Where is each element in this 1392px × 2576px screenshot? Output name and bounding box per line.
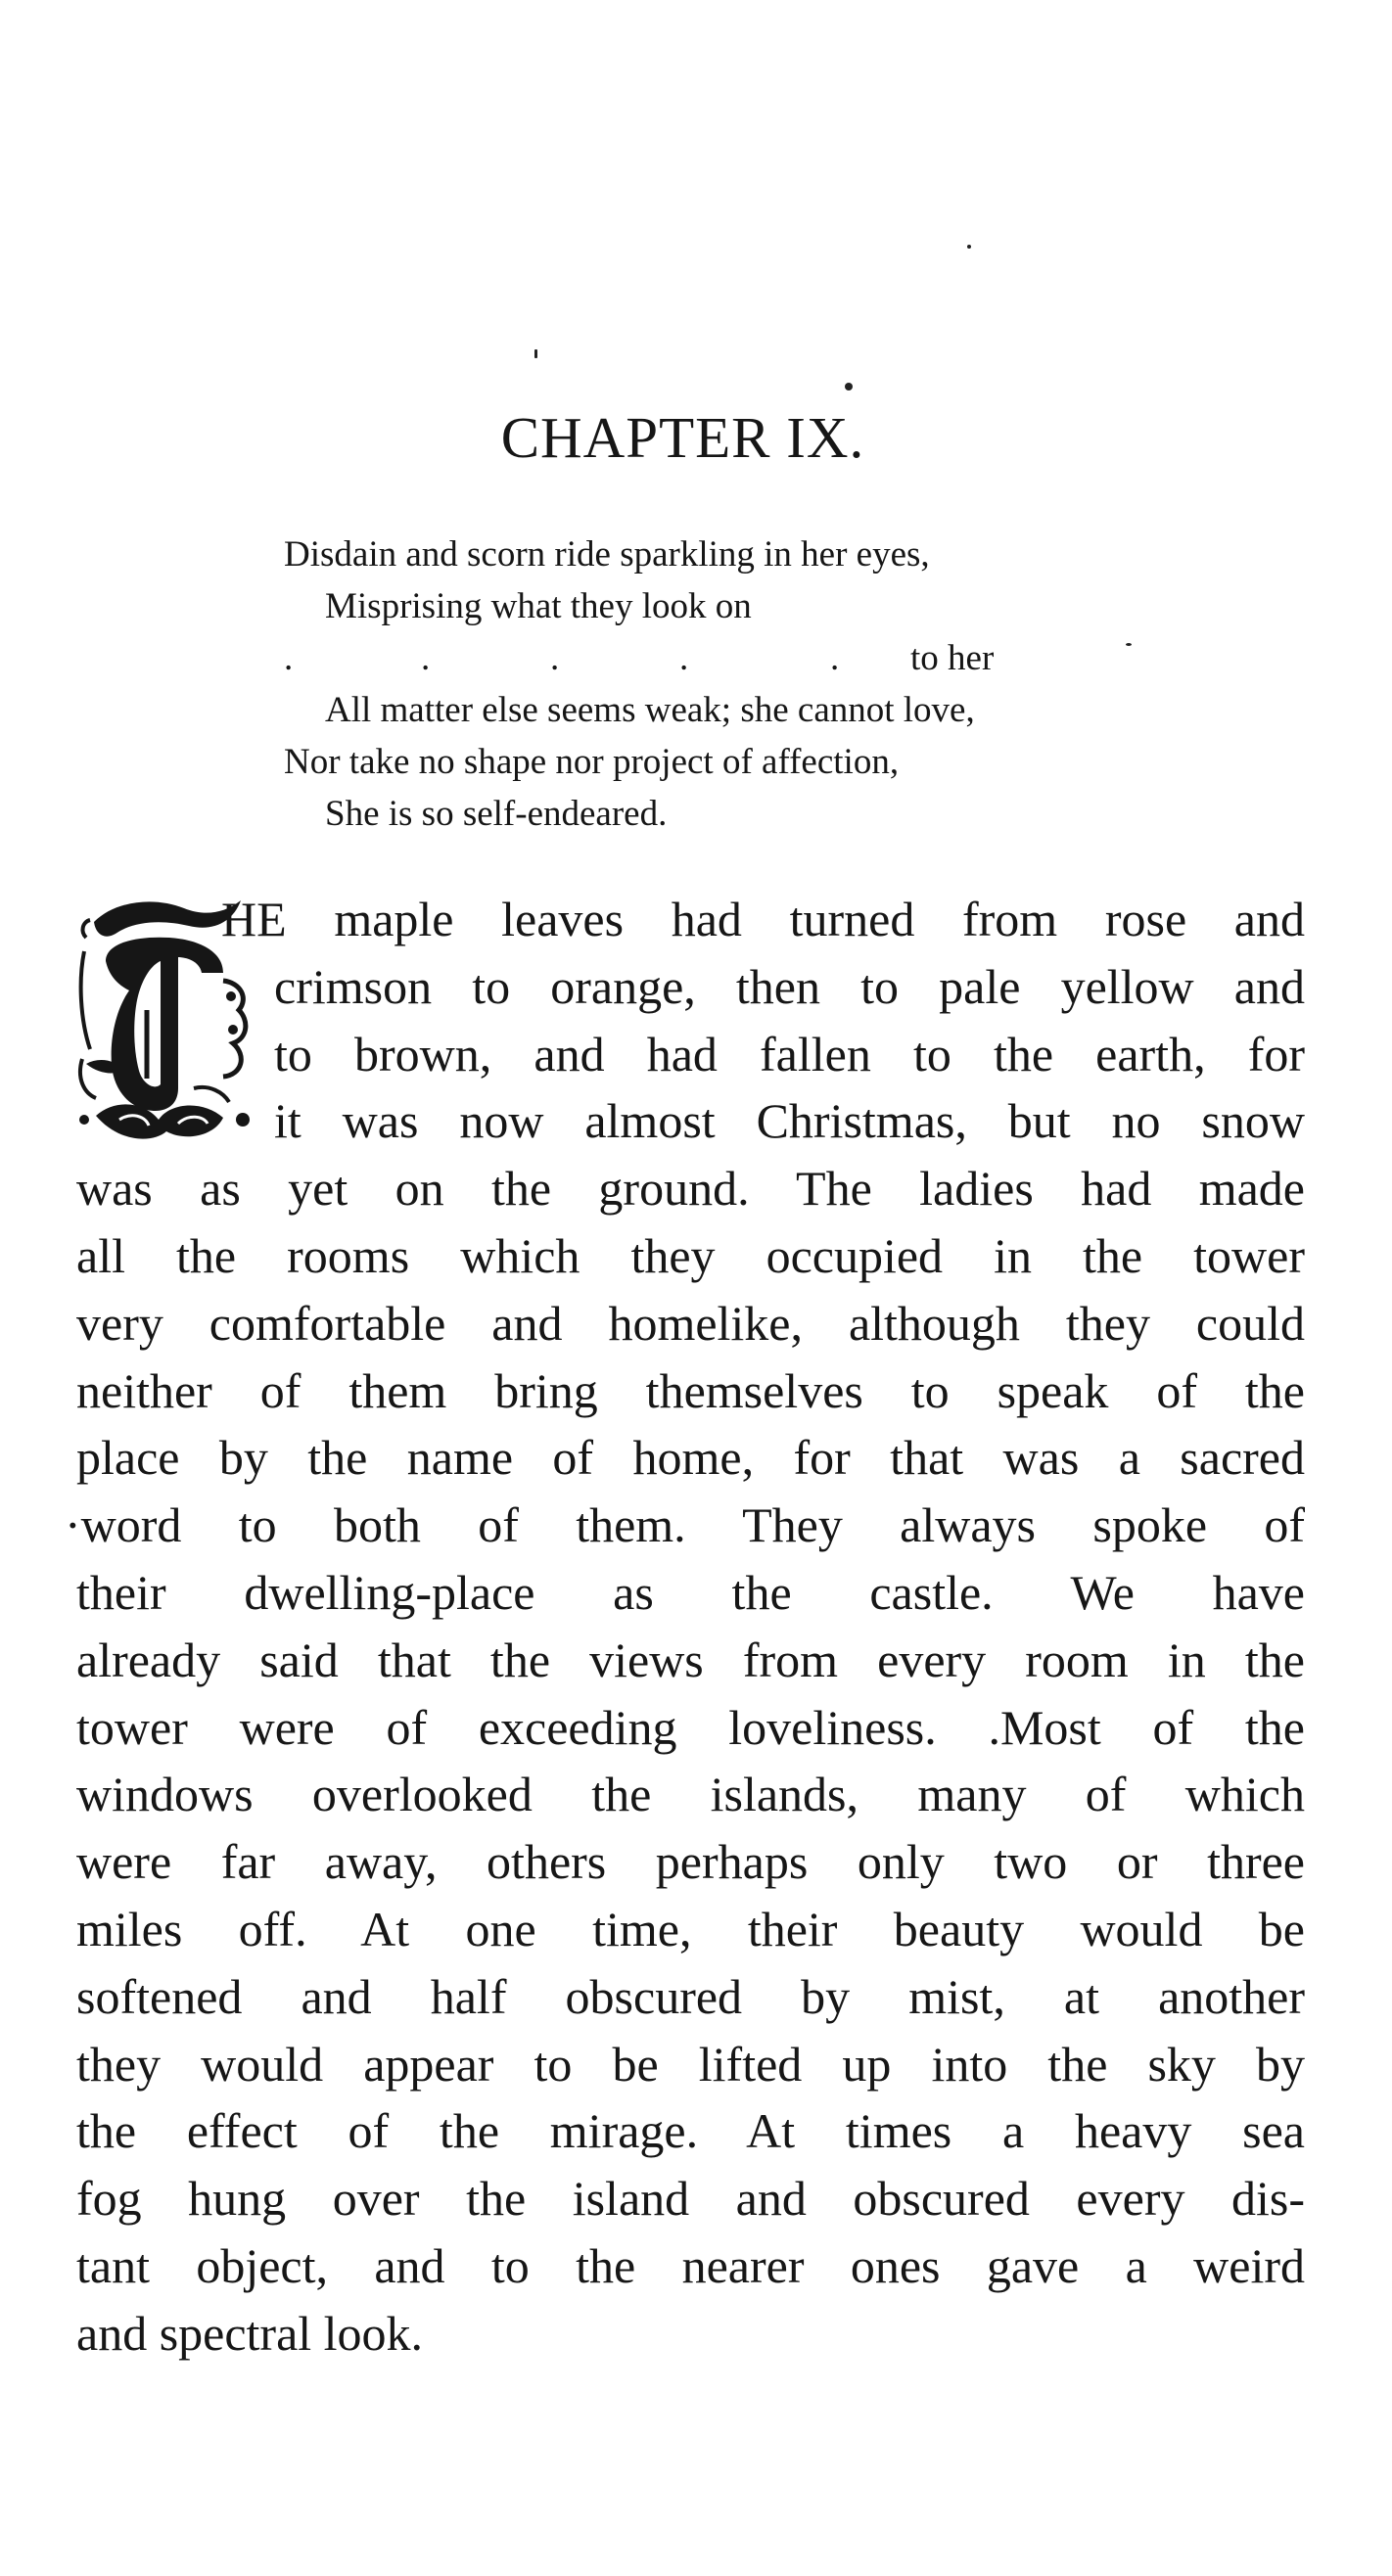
body-line: tant object, and to the nearer ones gave a weird: [76, 2237, 1305, 2293]
body-line: very comfortable and homelike, although they could: [76, 1295, 1305, 1351]
body-line: softened and half obscured by mist, at another: [76, 1968, 1305, 2024]
body-line: and spectral look.: [76, 2305, 424, 2361]
ellipsis-dot: .: [830, 638, 840, 678]
body-line: was as yet on the ground. The ladies had made: [76, 1161, 1305, 1217]
epigraph-line: Misprising what they look on: [325, 586, 752, 626]
body-line: ·word to both of them. They always spoke of: [65, 1497, 1305, 1553]
print-speck: [967, 245, 971, 249]
ellipsis-dot: .: [421, 638, 431, 678]
body-line: to brown, and had fallen to the earth, for: [274, 1026, 1305, 1081]
body-line: were far away, others perhaps only two or three: [76, 1834, 1305, 1890]
body-line: the effect of the mirage. At times a heavy sea: [76, 2103, 1305, 2159]
body-paragraph: [65, 886, 1305, 2368]
body-line: windows overlooked the islands, many of which: [76, 1767, 1305, 1822]
body-line: they would appear to be lifted up into the sky by: [76, 2036, 1305, 2092]
chapter-title: CHAPTER IX.: [500, 405, 865, 470]
body-line: already said that the views from every room in the: [76, 1632, 1305, 1687]
epigraph-line: All matter else seems weak; she cannot love,: [325, 690, 975, 730]
body-line: all the rooms which they occupied in the tower: [76, 1227, 1305, 1283]
body-line: their dwelling-place as the castle. We have: [76, 1564, 1305, 1620]
body-line: neither of them bring themselves to speak of the: [76, 1362, 1305, 1418]
print-speck: [534, 349, 537, 358]
epigraph-line: Nor take no shape nor project of affection,: [284, 742, 900, 782]
body-line: tower were of exceeding loveliness. .Most of the: [76, 1699, 1305, 1755]
ellipsis-dot: .: [284, 638, 294, 678]
body-line: HE maple leaves had turned from rose and: [221, 892, 1305, 946]
print-speck: [845, 383, 853, 391]
body-line: crimson to orange, then to pale yellow and: [274, 958, 1305, 1014]
epigraph-ellipsis-line: [284, 632, 1204, 684]
epigraph-line: Disdain and scorn ride sparkling in her eyes,: [284, 534, 930, 575]
body-line: miles off. At one time, their beauty would be: [76, 1901, 1305, 1956]
body-line: it was now almost Christmas, but no snow: [274, 1093, 1305, 1149]
ellipsis-dot: .: [679, 638, 689, 678]
body-line: fog hung over the island and obscured every dis-: [76, 2171, 1305, 2227]
ellipsis-dot: .: [550, 638, 560, 678]
epigraph-line: to her: [910, 638, 995, 678]
epigraph: [284, 529, 1204, 840]
epigraph-line: She is so self-endeared.: [325, 794, 668, 834]
body-line: place by the name of home, for that was a sacred: [76, 1430, 1305, 1486]
